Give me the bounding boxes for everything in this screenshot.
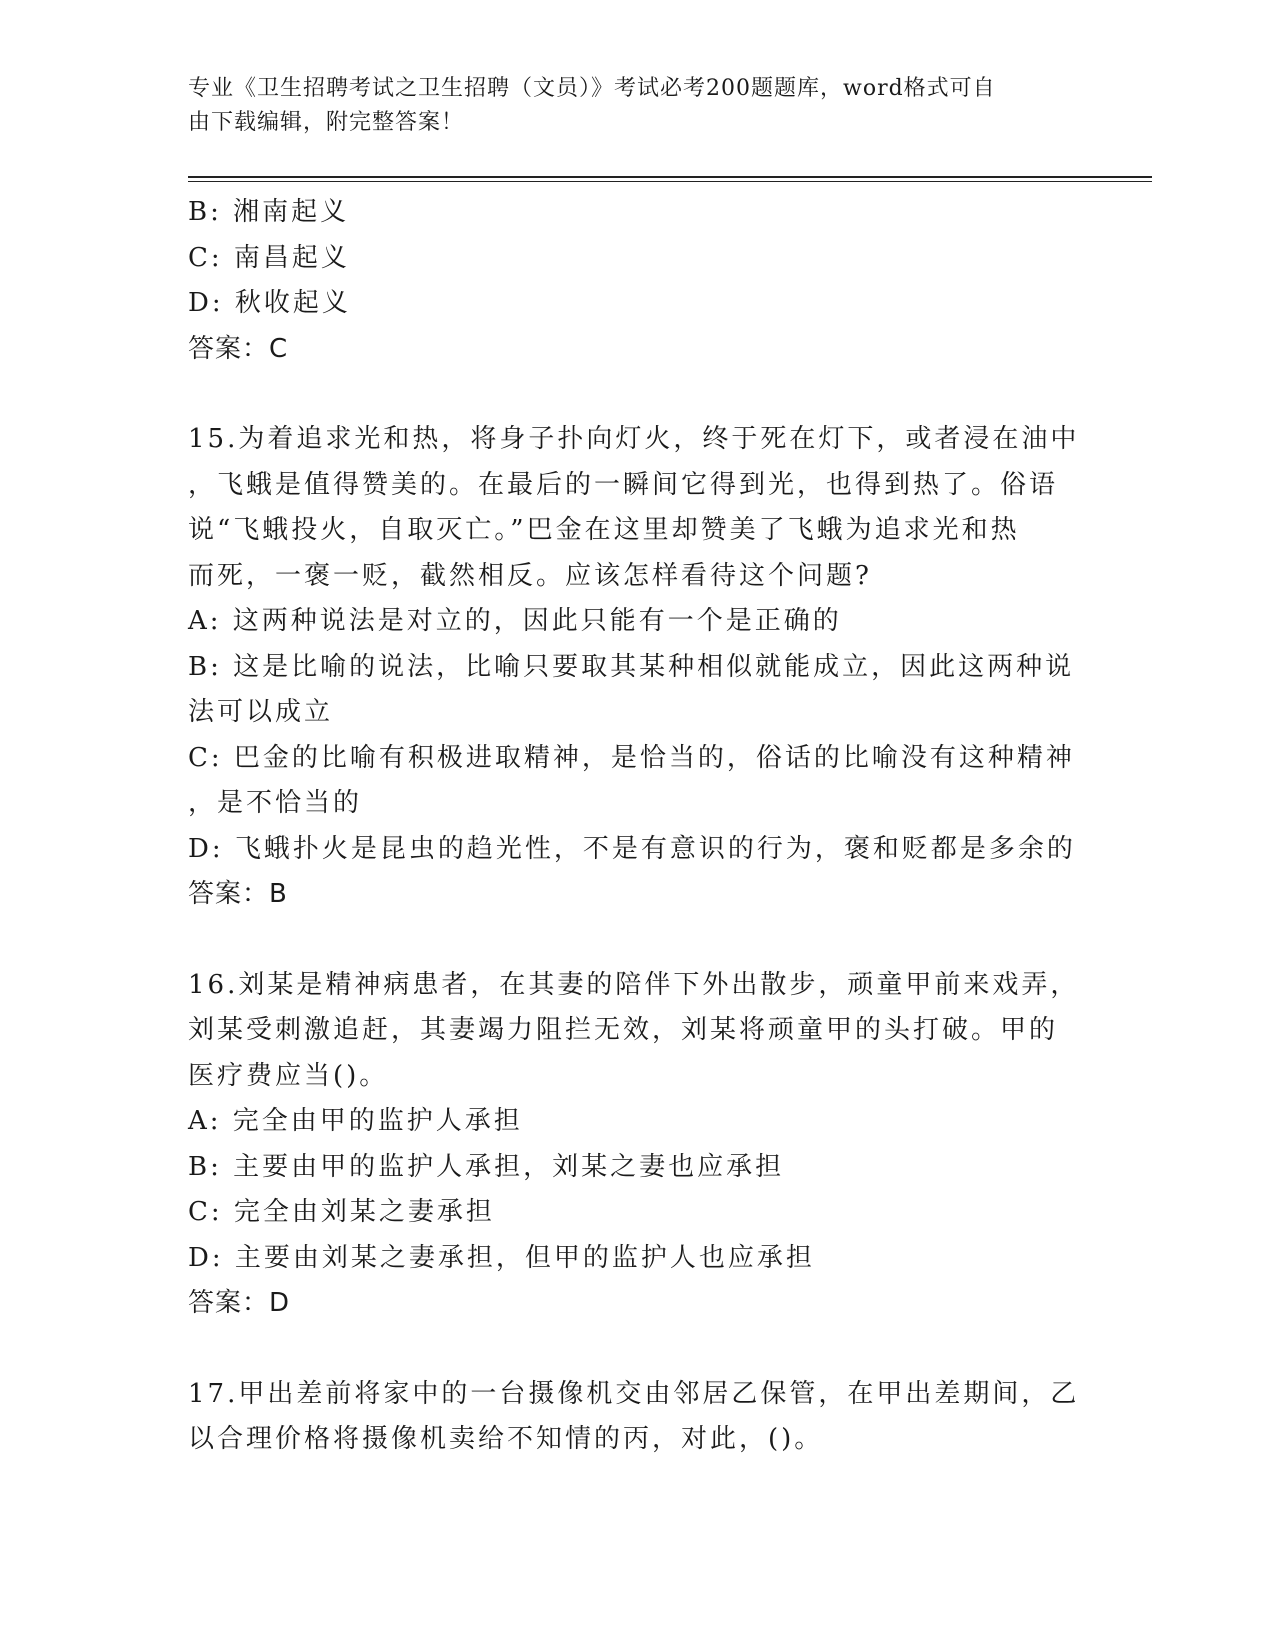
header-title-line-1: 专业《卫生招聘考试之卫生招聘（文员）》考试必考200题题库，word格式可自 <box>188 76 996 101</box>
option-c: C: 巴金的比喻有积极进取精神，是恰当的，俗话的比喻没有这种精神 <box>188 742 1075 773</box>
question-stem-line: 刘某受刺激追赶，其妻竭力阻拦无效，刘某将顽童甲的头打破。甲的 <box>188 1015 1059 1045</box>
question-17 <box>188 1372 1088 1463</box>
option-d: D: 秋收起义 <box>188 288 351 318</box>
header-divider <box>188 176 1152 182</box>
option-d: D: 主要由刘某之妻承担，但甲的监护人也应承担 <box>188 1242 815 1273</box>
option-b: B: 主要由甲的监护人承担，刘某之妻也应承担 <box>188 1151 785 1182</box>
option-b: B: 这是比喻的说法，比喻只要取其某种相似就能成立，因此这两种说 <box>188 651 1075 682</box>
question-content <box>188 190 1088 1463</box>
question-stem-line: 医疗费应当()。 <box>188 1060 389 1091</box>
option-a: A: 完全由甲的监护人承担 <box>188 1106 523 1136</box>
answer-line: 答案：C <box>188 333 289 364</box>
option-a: A: 这两种说法是对立的，因此只能有一个是正确的 <box>188 606 842 636</box>
question-stem-line: 而死，一褒一贬，截然相反。应该怎样看待这个问题? <box>188 560 872 591</box>
question-16 <box>188 963 1088 1327</box>
question-stem-line: 17.甲出差前将家中的一台摄像机交由邻居乙保管，在甲出差期间，乙 <box>188 1378 1080 1409</box>
question-stem-line: ，飞蛾是值得赞美的。在最后的一瞬间它得到光，也得到热了。俗语 <box>188 469 1059 500</box>
question-stem-line: 15.为着追求光和热，将身子扑向灯火，终于死在灯下，或者浸在油中 <box>188 424 1080 454</box>
option-c: C: 完全由刘某之妻承担 <box>188 1197 495 1227</box>
question-stem-line: 以合理价格将摄像机卖给不知情的丙，对此，()。 <box>188 1424 824 1454</box>
option-b-continued: 法可以成立 <box>188 697 334 727</box>
option-b: B: 湘南起义 <box>188 197 350 227</box>
answer-line: 答案：D <box>188 1288 291 1318</box>
header-title-line-2: 由下载编辑，附完整答案！ <box>188 110 465 135</box>
question-stem-line: 说“飞蛾投火，自取灭亡。”巴金在这里却赞美了飞蛾为追求光和热 <box>188 515 1020 545</box>
answer-line: 答案：B <box>188 879 288 909</box>
prev-question-block <box>188 190 1088 372</box>
question-stem-line: 16.刘某是精神病患者，在其妻的陪伴下外出散步，顽童甲前来戏弄， <box>188 969 1080 1000</box>
option-d: D: 飞蛾扑火是昆虫的趋光性，不是有意识的行为，褒和贬都是多余的 <box>188 833 1076 864</box>
document-header <box>188 72 1088 140</box>
option-c: C: 南昌起义 <box>188 242 350 273</box>
question-15 <box>188 417 1088 918</box>
option-c-continued: ，是不恰当的 <box>188 788 363 818</box>
